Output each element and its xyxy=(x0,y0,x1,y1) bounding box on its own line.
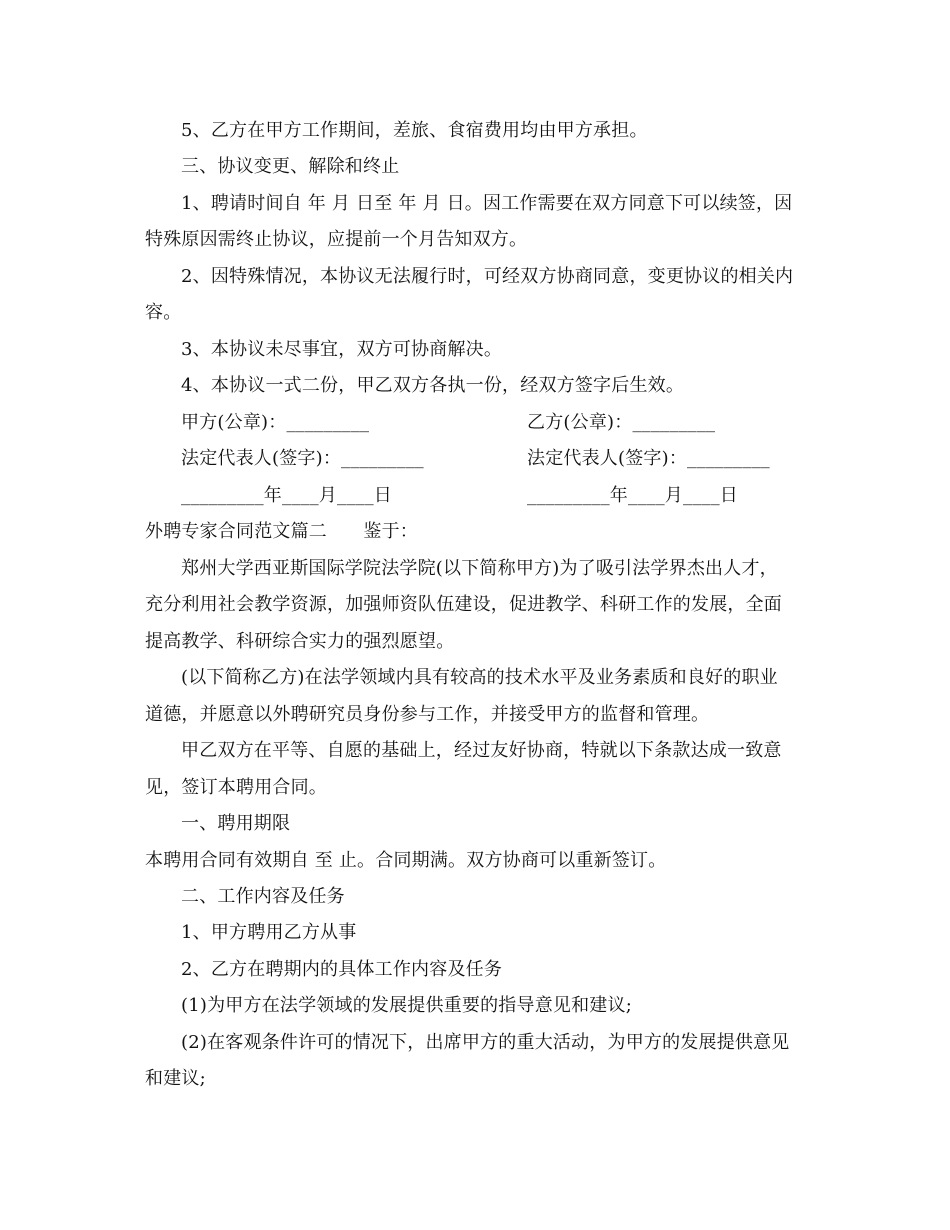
agreement-basis-line-2: 见，签订本聘用合同。 xyxy=(145,777,327,798)
clause-2-line-1: 2、因特殊情况，本协议无法履行时，可经双方协商同意，变更协议的相关内 xyxy=(181,266,794,287)
clause-1-line-2: 特殊原因需终止协议，应提前一个月告知双方。 xyxy=(145,229,528,250)
party-a-seal-field: 甲方(公章)：_________ xyxy=(181,412,370,433)
party-a-representative-field: 法定代表人(签字)：_________ xyxy=(181,448,424,469)
clause-3: 3、本协议未尽事宜，双方可协商解决。 xyxy=(181,339,503,360)
section-heading-term: 一、聘用期限 xyxy=(181,813,291,834)
party-b-seal-field: 乙方(公章)：_________ xyxy=(527,412,716,433)
duties-item-1: (1)为甲方在法学领域的发展提供重要的指导意见和建议; xyxy=(181,995,632,1016)
duties-clause-2: 2、乙方在聘期内的具体工作内容及任务 xyxy=(181,959,503,980)
clause-1-line-1: 1、聘请时间自 年 月 日至 年 月 日。因工作需要在双方同意下可以续签，因 xyxy=(181,193,793,214)
clause-2-line-2: 容。 xyxy=(145,302,182,323)
term-clause: 本聘用合同有效期自 至 止。合同期满。双方协商可以重新签订。 xyxy=(145,850,667,871)
duties-item-2-line-2: 和建议; xyxy=(145,1068,206,1089)
agreement-basis-line-1: 甲乙双方在平等、自愿的基础上，经过友好协商，特就以下条款达成一致意 xyxy=(181,740,782,761)
section-heading-3: 三、协议变更、解除和终止 xyxy=(181,156,400,177)
clause-4: 4、本协议一式二份，甲乙双方各执一份，经双方签字后生效。 xyxy=(181,375,685,396)
party-b-intro-line-2: 道德，并愿意以外聘研究员身份参与工作，并接受甲方的监督和管理。 xyxy=(145,704,710,725)
section-heading-duties: 二、工作内容及任务 xyxy=(181,886,345,907)
duties-clause-1: 1、甲方聘用乙方从事 xyxy=(181,922,357,943)
preamble-line-3: 提高教学、科研综合实力的强烈愿望。 xyxy=(145,631,455,652)
preamble-line-1: 郑州大学西亚斯国际学院法学院(以下简称甲方)为了吸引法学界杰出人才， xyxy=(181,558,778,579)
party-a-date-field: _________年____月____日 xyxy=(181,485,392,506)
party-b-date-field: _________年____月____日 xyxy=(527,485,738,506)
clause-5-travel-costs: 5、乙方在甲方工作期间，差旅、食宿费用均由甲方承担。 xyxy=(181,120,648,141)
party-b-intro-line-1: (以下简称乙方)在法学领域内具有较高的技术水平及业务素质和良好的职业 xyxy=(181,667,778,688)
duties-item-2-line-1: (2)在客观条件许可的情况下，出席甲方的重大活动，为甲方的发展提供意见 xyxy=(181,1032,790,1053)
party-b-representative-field: 法定代表人(签字)：_________ xyxy=(527,448,770,469)
article-2-title: 外聘专家合同范文篇二 鉴于： xyxy=(145,521,418,542)
preamble-line-2: 充分利用社会教学资源，加强师资队伍建设，促进教学、科研工作的发展，全面 xyxy=(145,594,782,615)
